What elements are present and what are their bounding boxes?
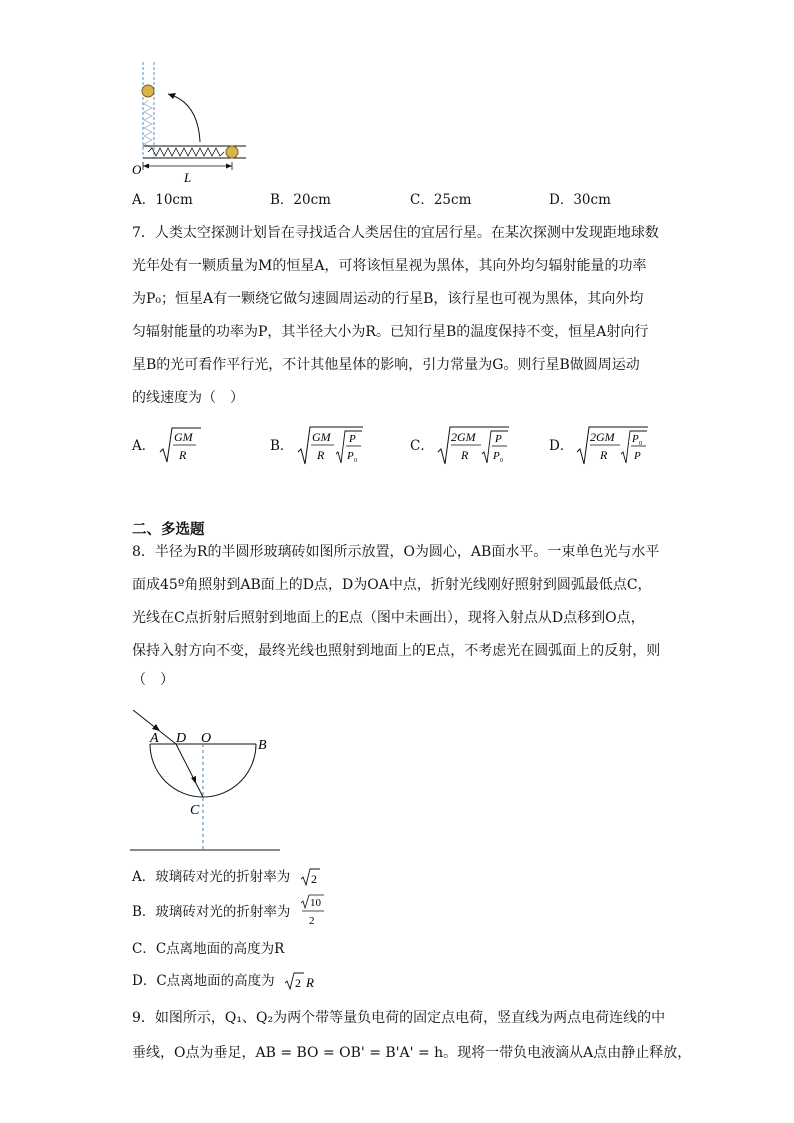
svg-text:GM: GM bbox=[174, 430, 193, 444]
q8-line-2: 面成45º角照射到AB面上的D点，D为OA中点，折射光线刚好照射到圆弧最低点C， bbox=[132, 577, 652, 593]
svg-text:2GM: 2GM bbox=[451, 430, 476, 444]
svg-text:P: P bbox=[632, 433, 639, 445]
svg-text:R: R bbox=[600, 448, 608, 462]
svg-text:R: R bbox=[317, 448, 325, 462]
svg-text:P: P bbox=[495, 433, 502, 445]
q6-option-c: C．25cm bbox=[410, 192, 472, 208]
q8-line-1: 8．半径为R的半圆形玻璃砖如图所示放置，O为圆心，AB面水平。一束单色光与水平 bbox=[132, 544, 660, 560]
svg-text:0: 0 bbox=[639, 441, 642, 447]
q8-line-3: 光线在C点折射后照射到地面上的E点（图中未画出），现将入射点从D点移到O点， bbox=[132, 610, 645, 626]
q7-line-1: 7．人类太空探测计划旨在寻找适合人类居住的宜居行星。在某次探测中发现距地球数 bbox=[132, 225, 659, 241]
label-b: B bbox=[258, 738, 267, 753]
q8-line-4: 保持入射方向不变，最终光线也照射到地面上的E点，不考虑光在圆弧面上的反射，则 bbox=[132, 643, 661, 659]
q8-option-a-text: A．玻璃砖对光的折射率为 bbox=[132, 869, 291, 885]
svg-text:R: R bbox=[179, 448, 187, 462]
q8-option-d-text: D．C点离地面的高度为 bbox=[132, 973, 275, 989]
q8-line-5: （ ） bbox=[132, 672, 174, 688]
q8-option-b-text: B．玻璃砖对光的折射率为 bbox=[132, 904, 291, 920]
q7-line-2: 光年处有一颗质量为M的恒星A，可将该恒星视为黑体，其向外均匀辐射能量的功率 bbox=[132, 258, 647, 274]
svg-text:P: P bbox=[493, 450, 500, 462]
svg-text:0: 0 bbox=[500, 458, 503, 464]
svg-text:2: 2 bbox=[311, 872, 317, 886]
q7-line-6: 的线速度为（ ） bbox=[132, 390, 244, 406]
label-a: A bbox=[150, 731, 159, 746]
q9-line-2: 垂线，O点为垂足，AB = BO = OB' = B'A' = h。现将一带负电液滴从A点由静止释放， bbox=[132, 1045, 692, 1061]
q7-option-a-formula bbox=[158, 424, 202, 466]
label-o: O bbox=[132, 162, 142, 177]
q7-option-c-formula bbox=[436, 424, 512, 468]
svg-text:2GM: 2GM bbox=[590, 430, 615, 444]
q7-option-d-letter: D． bbox=[549, 438, 574, 454]
q6-option-a: A．10cm bbox=[132, 192, 193, 208]
svg-text:P: P bbox=[634, 450, 641, 462]
label-l: L bbox=[184, 170, 192, 185]
q8-option-b-sqrt10-over-2 bbox=[300, 893, 326, 929]
svg-text:R: R bbox=[306, 975, 314, 990]
q8-option-c: C．C点离地面的高度为R bbox=[132, 941, 285, 957]
svg-text:2: 2 bbox=[309, 915, 315, 927]
q7-option-a-letter: A． bbox=[132, 438, 156, 454]
q7-option-c-letter: C． bbox=[410, 438, 434, 454]
svg-text:P: P bbox=[349, 433, 356, 445]
q9-line-1: 9．如图所示，Q₁、Q₂为两个带等量负电荷的固定点电荷，竖直线为两点电荷连线的中 bbox=[132, 1010, 666, 1026]
svg-text:R: R bbox=[461, 448, 469, 462]
q6-spring-figure bbox=[128, 62, 258, 186]
q8-option-d bbox=[132, 971, 275, 991]
label-d: D bbox=[176, 731, 187, 746]
q7-option-d-formula bbox=[575, 424, 651, 468]
svg-text:2: 2 bbox=[295, 976, 301, 990]
q8-option-a-sqrt2 bbox=[300, 866, 322, 888]
q7-option-b-letter: B． bbox=[270, 438, 294, 454]
svg-text:GM: GM bbox=[312, 430, 331, 444]
svg-text:0: 0 bbox=[354, 458, 357, 464]
q7-line-3: 为P₀；恒星A有一颗绕它做匀速圆周运动的行星B，该行星也可视为黑体，其向外均 bbox=[132, 291, 644, 307]
q8-option-b bbox=[132, 902, 290, 922]
svg-text:P: P bbox=[347, 450, 354, 462]
q8-option-d-sqrt2R bbox=[284, 970, 320, 992]
q7-line-5: 星B的光可看作平行光，不计其他星体的影响，引力常量为G。则行星B做圆周运动 bbox=[132, 357, 640, 373]
q6-option-d: D．30cm bbox=[549, 192, 611, 208]
label-c: C bbox=[190, 803, 200, 818]
q6-option-b: B．20cm bbox=[270, 192, 331, 208]
svg-text:10: 10 bbox=[310, 897, 321, 909]
q8-option-a bbox=[132, 867, 290, 887]
q7-option-b-formula bbox=[296, 424, 366, 468]
q8-glass-figure bbox=[128, 700, 288, 852]
q7-line-4: 匀辐射能量的功率为P，其半径大小为R。已知行星B的温度保持不变，恒星A射向行 bbox=[132, 324, 649, 340]
section-title-multi-choice: 二、多选题 bbox=[132, 522, 205, 538]
label-o: O bbox=[201, 731, 212, 746]
